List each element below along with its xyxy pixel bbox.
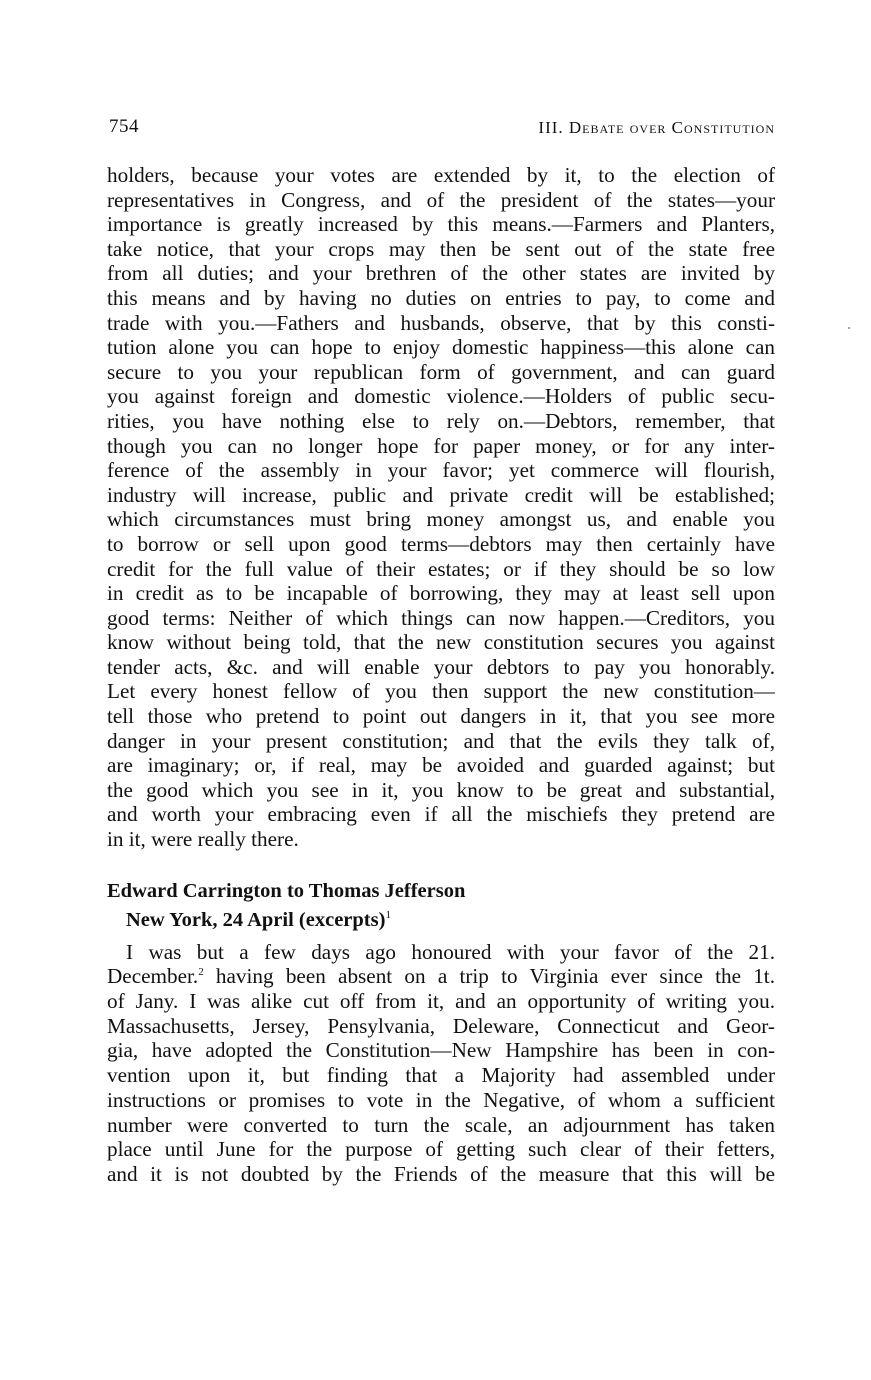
section-title: III. Debate over Constitution (538, 118, 775, 137)
letter-heading (107, 879, 775, 932)
page-number: 754 (109, 116, 139, 137)
letter-line: instructions or promises to vote in the Negative, of whom a sufficient (107, 1087, 775, 1112)
body-line: danger in your present constitution; and that the evils they talk of, (107, 728, 775, 753)
body-line: importance is greatly increased by this means.—Farmers and Planters, (107, 212, 775, 237)
body-line: good terms: Neither of which things can now happen.—Creditors, you (107, 605, 775, 630)
body-line: industry will increase, public and private credit will be established; (107, 482, 775, 507)
body-line: trade with you.—Fathers and husbands, observe, that by this consti- (107, 310, 775, 335)
letter-body (107, 940, 775, 1187)
body-line: rities, you have nothing else to rely on.—Debtors, remember, that (107, 408, 775, 433)
footnote-ref: 2 (198, 966, 204, 979)
body-line: from all duties; and your brethren of the other states are invited by (107, 261, 775, 286)
body-line: tender acts, &c. and will enable your debtors to pay you honorably. (107, 654, 775, 679)
body-line: are imaginary; or, if real, may be avoided and guarded against; but (107, 753, 775, 778)
body-line: though you can no longer hope for paper money, or for any inter- (107, 433, 775, 458)
body-line: representatives in Congress, and of the president of the states—your (107, 187, 775, 212)
body-line: this means and by having no duties on entries to pay, to come and (107, 285, 775, 310)
body-line: take notice, that your crops may then be sent out of the state free (107, 236, 775, 261)
body-line: know without being told, that the new constitution secures you against (107, 630, 775, 655)
body-line: which circumstances must bring money amongst us, and enable you (107, 507, 775, 532)
scan-speck (848, 327, 850, 329)
letter-line: I was but a few days ago honoured with your favor of the 21. (126, 939, 775, 964)
letter-line-text: having been absent on a trip to Virginia ever since the 1t. (203, 964, 775, 989)
body-line: in it, were really there. (107, 827, 299, 852)
running-head (107, 112, 775, 146)
letter-title: Edward Carrington to Thomas Jefferson (107, 879, 466, 902)
letter-dateline (107, 903, 775, 932)
letter-line: number were converted to turn the scale, an adjournment has taken (107, 1112, 775, 1137)
body-line: in credit as to be incapable of borrowing, they may at least sell upon (107, 581, 775, 606)
body-paragraph (107, 163, 775, 852)
document-page (107, 112, 775, 1187)
letter-line: gia, have adopted the Constitution—New Hampshire has been in con- (107, 1038, 775, 1063)
letter-line: place until June for the purpose of getting such clear of their fetters, (107, 1137, 775, 1162)
body-line: secure to you your republican form of government, and can guard (107, 359, 775, 384)
body-line: tution alone you can hope to enjoy domestic happiness—this alone can (107, 335, 775, 360)
body-line: tell those who pretend to point out dangers in it, that you see more (107, 704, 775, 729)
body-line: and worth your embracing even if all the mischiefs they pretend are (107, 802, 775, 827)
letter-line: and it is not doubted by the Friends of the measure that this will be (107, 1161, 775, 1186)
letter-line (107, 964, 775, 989)
body-line: ference of the assembly in your favor; yet commerce will flourish, (107, 458, 775, 483)
letter-line: Massachusetts, Jersey, Pensylvania, Deleware, Connecticut and Geor- (107, 1013, 775, 1038)
letter-line-text: December. (107, 964, 199, 989)
body-line: Let every honest fellow of you then support the new constitution— (107, 679, 775, 704)
footnote-ref: 1 (385, 908, 391, 921)
body-line: credit for the full value of their estates; or if they should be so low (107, 556, 775, 581)
body-line: to borrow or sell upon good terms—debtors may then certainly have (107, 531, 775, 556)
letter-line: of Jany. I was alike cut off from it, and an opportunity of writing you. (107, 989, 775, 1014)
letter-line: vention upon it, but finding that a Majority had assembled under (107, 1063, 775, 1088)
body-line: the good which you see in it, you know to be great and substantial, (107, 777, 775, 802)
body-line: holders, because your votes are extended by it, to the election of (107, 163, 775, 187)
body-line: you against foreign and domestic violence.—Holders of public secu- (107, 384, 775, 409)
letter-dateline-text: New York, 24 April (excerpts) (126, 908, 386, 931)
